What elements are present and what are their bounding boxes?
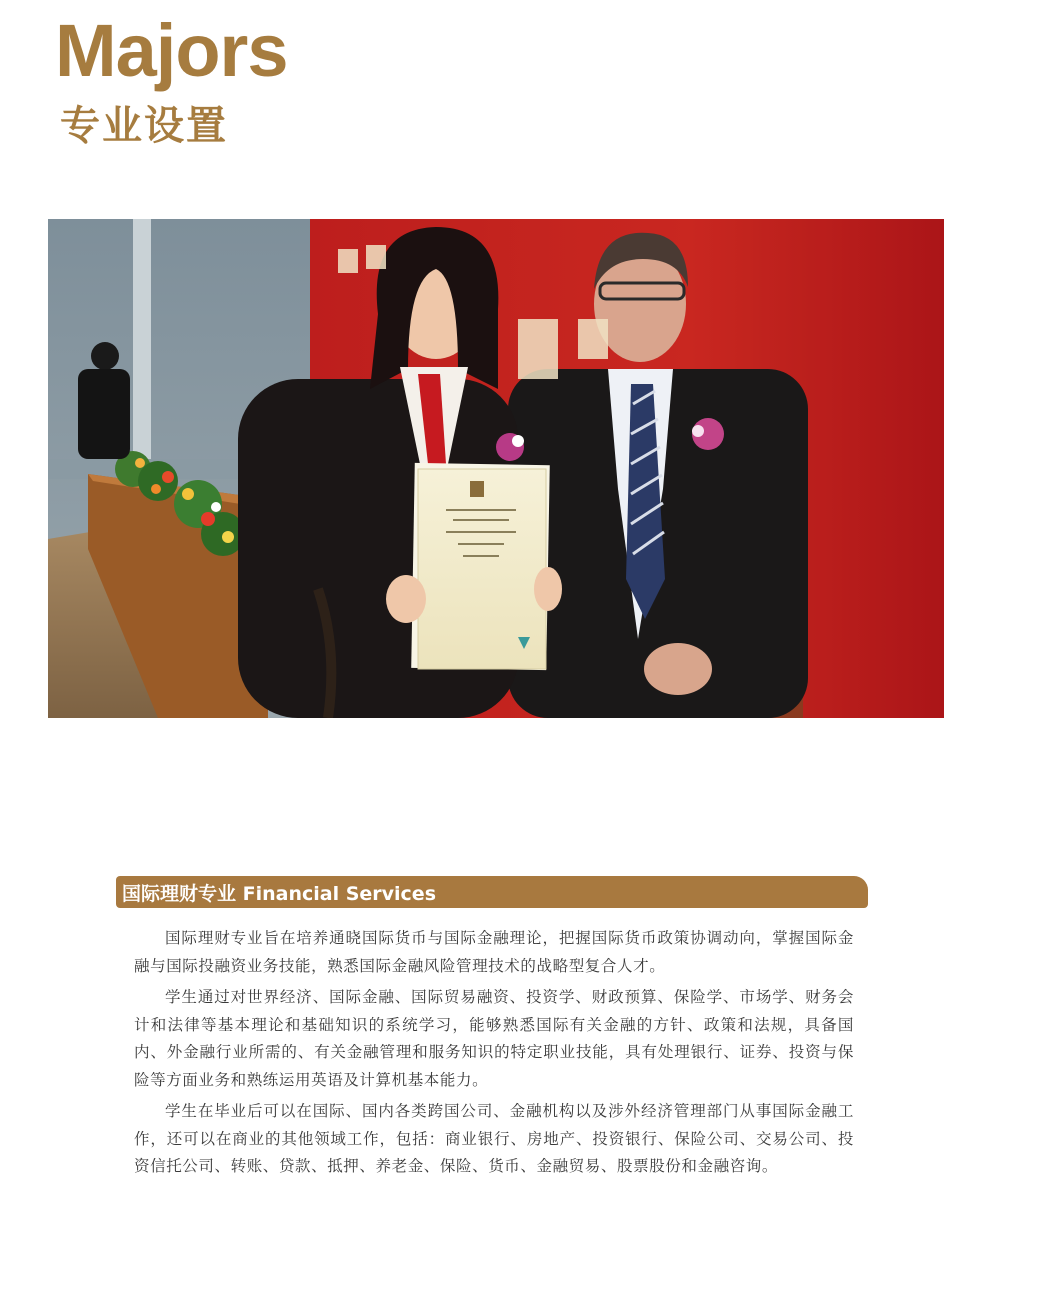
page-title-cn: 专业设置 — [60, 103, 228, 149]
page-title-en: Majors — [55, 9, 288, 92]
section-body — [134, 925, 854, 1185]
section-title: 国际理财专业 Financial Services — [122, 882, 437, 905]
paragraph-1: 国际理财专业旨在培养通晓国际货币与国际金融理论，把握国际货币政策协调动向，掌握国际金融与国际投融资业务技能，熟悉国际金融风险管理技术的战略型复合人才。 — [134, 929, 854, 975]
paragraph-2: 学生通过对世界经济、国际金融、国际贸易融资、投资学、财政预算、保险学、市场学、财务会计和法律等基本理论和基础知识的系统学习，能够熟悉国际有关金融的方针、政策和法规，具备国内、外金融行业所需的、有关金融管理和服务知识的特定职业技能，具有处理银行、证券、投资与保险等方面业务和熟练运用英语及计算机基本能力。 — [134, 988, 854, 1089]
section-header-bar — [116, 876, 868, 908]
paragraph-3: 学生在毕业后可以在国际、国内各类跨国公司、金融机构以及涉外经济管理部门从事国际金融工作，还可以在商业的其他领域工作，包括：商业银行、房地产、投资银行、保险公司、交易公司、投资信托公司、转账、贷款、抵押、养老金、保险、货币、金融贸易、股票股份和金融咨询。 — [134, 1102, 854, 1175]
graduation-photo — [48, 219, 944, 718]
